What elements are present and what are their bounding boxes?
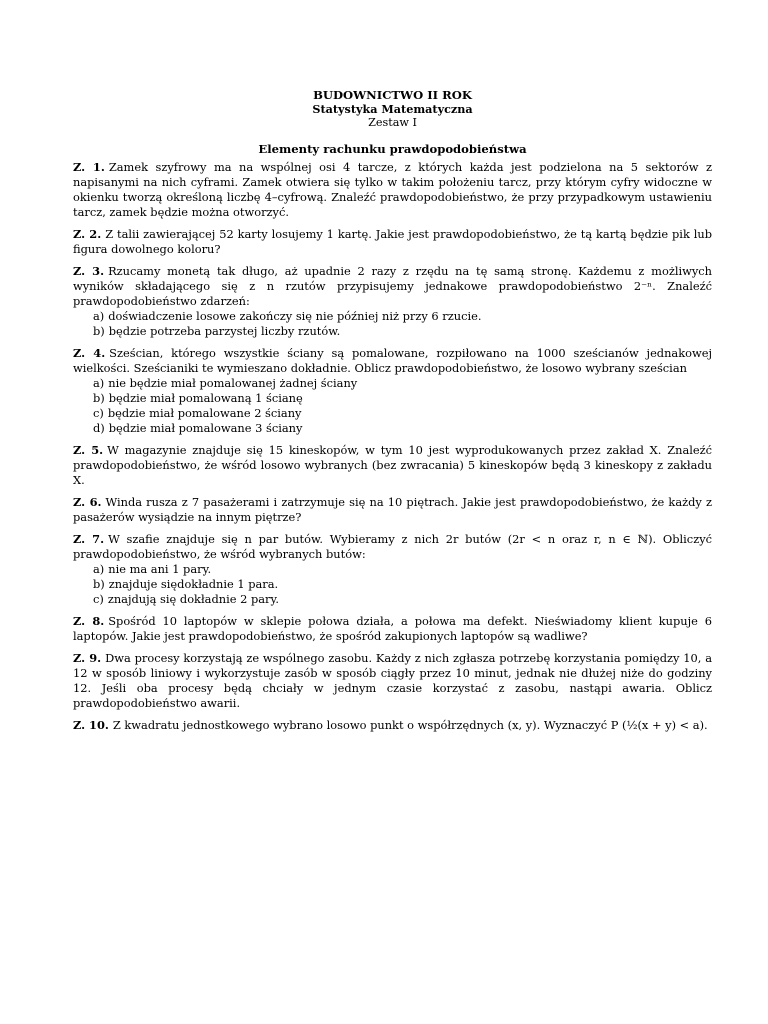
- subproblem-text: będzie potrzeba parzystej liczby rzutów.: [108, 324, 341, 338]
- problem-item: [73, 532, 712, 607]
- problem-text: Zamek szyfrowy ma na wspólnej osi 4 tarcze, z których każda jest podzielona na 5 sektorów z napisanymi na nich cyframi. Zamek otwiera się tylko w takim położeniu tarcz, przy którym cyfry widoczne w okienku tworzą określoną liczbę 4–cyfrową. Znaleźć prawdopodobieństwo, że przy przypadkowym ustawieniu tarcz, zamek będzie można otworzyć.: [73, 160, 713, 219]
- subproblem-item: [73, 406, 712, 421]
- problem-text: Spośród 10 laptopów w sklepie połowa działa, a połowa ma defekt. Nieświadomy klient kupuje 6 laptopów. Jakie jest prawdopodobieństwo, że spośród zakupionych laptopów są wadliwe?: [73, 614, 712, 643]
- subproblem-label: b): [93, 391, 105, 405]
- problem-item: [73, 160, 712, 220]
- problem-label: Z. 10.: [73, 718, 109, 732]
- subproblem-item: [73, 592, 712, 607]
- subproblem-label: c): [93, 406, 104, 420]
- subproblem-item: [73, 421, 712, 436]
- subproblem-label: a): [93, 562, 105, 576]
- problem-text: Dwa procesy korzystają ze wspólnego zasobu. Każdy z nich zgłasza potrzebę korzystania pomiędzy 10, a 12 w sposób liniowy i wykorzystuje zasób w sposób ciągły przez 10 minut, jednak nie dłużej niże do godziny 12. Jeśli oba procesy będą chciały w jednym czasie korzystać z zasobu, nastąpi awaria. Oblicz prawdopodobieństwo awarii.: [73, 651, 712, 710]
- problem-label: Z. 9.: [73, 651, 102, 665]
- subproblem-item: [73, 324, 712, 339]
- problem-text: Z kwadratu jednostkowego wybrano losowo punkt o współrzędnych (x, y). Wyznaczyć P (½(x + y) < a).: [112, 718, 708, 732]
- subproblem-label: c): [93, 592, 104, 606]
- problem-item: [73, 264, 712, 339]
- subproblem-text: będzie miał pomalowane 2 ściany: [107, 406, 302, 420]
- problem-text: Z talii zawierającej 52 karty losujemy 1 kartę. Jakie jest prawdopodobieństwo, że tą kartą będzie pik lub figura dowolnego koloru?: [73, 227, 712, 256]
- subproblem-text: znajdują się dokładnie 2 pary.: [107, 592, 280, 606]
- problem-text: W szafie znajduje się n par butów. Wybieramy z nich 2r butów (2r < n oraz r, n ∈ ℕ). Obliczyć prawdopodobieństwo, że wśród wybranych butów:: [73, 532, 713, 561]
- subproblem-text: będzie miał pomalowane 3 ściany: [108, 421, 303, 435]
- document-title: BUDOWNICTWO II ROK: [313, 88, 472, 102]
- problem-text: Sześcian, którego wszystkie ściany są pomalowane, rozpiłowano na 1000 sześcianów jednakowej wielkości. Sześcianiki te wymieszano dokładnie. Oblicz prawdopodobieństwo, że losowo wybrany sześcian: [73, 346, 713, 375]
- problem-label: Z. 8.: [73, 614, 105, 628]
- subproblem-item: [73, 577, 712, 592]
- problem-item: [73, 718, 712, 733]
- document-subtitle: Statystyka Matematyczna: [312, 102, 473, 116]
- problem-text: W magazynie znajduje się 15 kineskopów, w tym 10 jest wyprodukowanych przez zakład X. Znaleźć prawdopodobieństwo, że wśród losowo wybranych (bez zwracania) 5 kineskopów będą 3 kineskopy z zakładu X.: [73, 443, 713, 487]
- problem-item: [73, 346, 712, 436]
- problem-item: [73, 227, 712, 257]
- problem-label: Z. 4.: [73, 346, 106, 360]
- subproblem-text: będzie miał pomalowaną 1 ścianę: [108, 391, 303, 405]
- problem-item: [73, 614, 712, 644]
- subproblem-label: a): [93, 309, 105, 323]
- subproblem-item: [73, 562, 712, 577]
- subproblem-label: a): [93, 376, 105, 390]
- problem-text: Rzucamy monetą tak długo, aż upadnie 2 razy z rzędu na tę samą stronę. Każdemu z możliwych wyników składającego się z n rzutów przypisujemy jednakowe prawdopodobieństwo 2⁻ⁿ. Znaleźć prawdopodobieństwo zdarzeń:: [73, 264, 713, 308]
- problem-item: [73, 651, 712, 711]
- subproblem-label: b): [93, 324, 105, 338]
- problem-item: [73, 495, 712, 525]
- problem-set-label: Zestaw I: [368, 116, 417, 129]
- subproblem-text: nie ma ani 1 pary.: [108, 562, 212, 576]
- problem-text: Winda rusza z 7 pasażerami i zatrzymuje się na 10 piętrach. Jakie jest prawdopodobieństwo, że każdy z pasażerów wysiądzie na innym piętrze?: [73, 495, 713, 524]
- subproblem-text: znajduje siędokładnie 1 para.: [108, 577, 279, 591]
- subproblem-text: nie będzie miał pomalowanej żadnej ściany: [108, 376, 358, 390]
- subproblem-item: [73, 391, 712, 406]
- subproblem-item: [73, 376, 712, 391]
- subproblem-item: [73, 309, 712, 324]
- subproblem-label: d): [93, 421, 105, 435]
- subproblem-text: doświadczenie losowe zakończy się nie później niż przy 6 rzucie.: [108, 309, 482, 323]
- problem-label: Z. 7.: [73, 532, 105, 546]
- document-header: [73, 88, 712, 156]
- section-title: Elementy rachunku prawdopodobieństwa: [258, 142, 527, 156]
- problem-label: Z. 5.: [73, 443, 104, 457]
- problem-list: [73, 160, 712, 733]
- subproblem-label: b): [93, 577, 105, 591]
- problem-label: Z. 6.: [73, 495, 102, 509]
- problem-label: Z. 2.: [73, 227, 102, 241]
- problem-label: Z. 3.: [73, 264, 105, 278]
- problem-item: [73, 443, 712, 488]
- problem-label: Z. 1.: [73, 160, 105, 174]
